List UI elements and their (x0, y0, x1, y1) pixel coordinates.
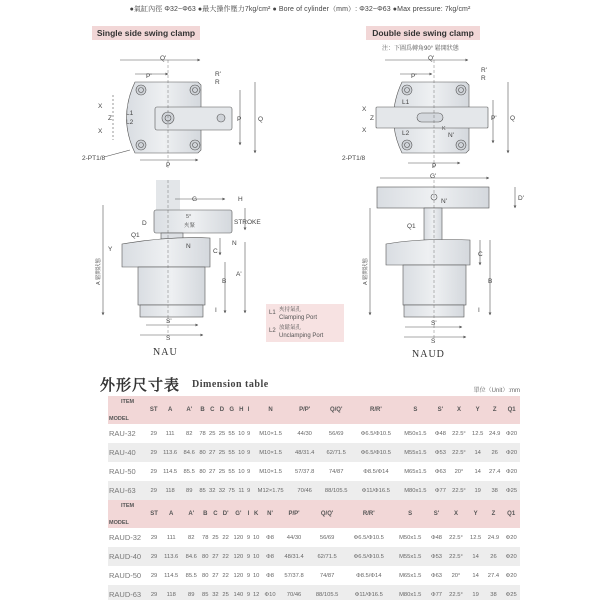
value-cell: 80 (202, 572, 209, 579)
value-cell: Φ53 (430, 553, 443, 560)
value-cell: 32 (212, 591, 219, 598)
table-row (108, 585, 520, 600)
value-cell: M10×1.5 (259, 449, 282, 456)
dim-s-prime: S' (166, 318, 172, 325)
dim-n: N (186, 243, 191, 250)
value-cell: 27 (212, 553, 219, 560)
value-cell: 9 (247, 487, 251, 494)
value-cell: Φ6.5/Φ10.5 (353, 534, 384, 541)
value-cell: Φ6.5/Φ10.5 (353, 553, 384, 560)
value-cell: 38 (490, 591, 497, 598)
dim-x: X (98, 103, 103, 110)
value-cell: 26 (491, 449, 498, 456)
dim-p-bottom: P (166, 162, 171, 169)
value-cell: Φ8 (266, 572, 274, 579)
value-cell: Φ20 (506, 449, 518, 456)
dimension-table-header (100, 374, 520, 394)
column-header: X (456, 407, 461, 413)
value-cell: 111 (165, 430, 175, 437)
single-front-view (103, 180, 245, 335)
dimension-table-raud (108, 500, 520, 600)
dim-q: Q (258, 116, 264, 123)
value-cell: Φ6.5/Φ10.5 (360, 449, 391, 456)
value-cell: 111 (166, 534, 176, 541)
value-cell: 9 (246, 553, 251, 560)
value-cell: 75 (228, 487, 235, 494)
value-cell: 70/46 (286, 591, 302, 598)
table-header-row: ITEM MODEL ST A A' B C D G H I N P/P' Q/Q' R/R' S S' X Y Z Q1 (108, 396, 520, 424)
table-row (108, 443, 520, 462)
value-cell: 56/69 (319, 534, 335, 541)
value-cell: 74/87 (319, 572, 335, 579)
dim-n-prime-d: N' (448, 132, 454, 139)
value-cell: 48/31.4 (294, 449, 315, 456)
table-row (108, 481, 520, 500)
value-cell: 11 (238, 487, 245, 494)
dim-d: D (142, 220, 147, 227)
value-cell: 14 (472, 572, 479, 579)
model-cell: RAUD-50 (109, 571, 142, 580)
value-cell: 88/105.5 (315, 591, 339, 598)
column-header: N (268, 407, 273, 413)
value-cell: 55 (228, 468, 235, 475)
column-header: B (203, 511, 208, 517)
value-cell: 10 (238, 430, 245, 437)
dim-q1: Q1 (131, 232, 140, 239)
value-cell: 113.6 (164, 553, 179, 560)
model-cell: RAUD-63 (109, 590, 142, 599)
unit-label: 單位（Unit）:mm (473, 388, 520, 394)
value-cell: 22.5° (449, 591, 463, 598)
dim-g: G (192, 196, 198, 203)
dim-z-d: Z (370, 115, 374, 122)
column-header: Q/Q' (320, 511, 334, 517)
value-cell: 9 (246, 591, 251, 598)
value-cell: 20° (451, 572, 461, 579)
value-cell: Φ48 (430, 534, 443, 541)
value-cell: 12.5 (469, 534, 482, 541)
dim-i-d: I (478, 307, 480, 314)
stroke-label: STROKE (234, 219, 261, 226)
value-cell: 29 (150, 534, 158, 541)
column-header: I (247, 511, 250, 517)
value-cell: 62/71.5 (317, 553, 337, 560)
dim-b: B (222, 278, 227, 285)
column-header: P/P' (299, 407, 311, 413)
column-header: Q1 (507, 511, 516, 517)
dim-r-prime: R' (215, 71, 221, 78)
value-cell: 10 (252, 553, 260, 560)
value-cell: 14 (472, 553, 479, 560)
value-cell: 38 (491, 487, 498, 494)
dim-s-d: S (431, 338, 436, 345)
value-cell: 24.9 (487, 534, 500, 541)
value-cell: 120 (233, 572, 244, 579)
clamp-label: 夾緊 (184, 223, 196, 229)
column-header: Q/Q' (329, 407, 343, 413)
model-cell: RAU-32 (109, 429, 136, 438)
value-cell: 22.5° (449, 534, 463, 541)
port-legend-l2: L2 放鬆氣孔 Unclamping Port (269, 325, 324, 339)
dim-a-vertical-d: A 鬆開狀態 (363, 258, 369, 285)
model-cell: RAUD-40 (109, 552, 142, 561)
value-cell: 29 (150, 591, 158, 598)
port-l1: L1 (126, 110, 134, 117)
column-header: R/R' (362, 511, 375, 517)
dim-a-prime: A' (236, 271, 242, 278)
table-row (108, 547, 520, 566)
value-cell: 56/69 (328, 430, 344, 437)
column-header: P/P' (288, 511, 300, 517)
value-cell: 22 (222, 553, 229, 560)
dim-g-prime-d: G' (430, 173, 437, 180)
column-header: C (213, 511, 218, 517)
value-cell: Φ8.5/Φ14 (356, 572, 382, 579)
value-cell: 118 (166, 591, 176, 598)
port-spec-d: 2-PT1/8 (342, 155, 366, 162)
single-side-title: Single side swing clamp (92, 26, 200, 40)
value-cell: 12.5 (472, 430, 484, 437)
value-cell: Φ8.5/Φ14 (363, 468, 389, 475)
value-cell: 27.4 (487, 572, 500, 579)
value-cell: 120 (233, 534, 244, 541)
value-cell: 10 (252, 572, 260, 579)
dim-p-bottom-d: P (432, 163, 437, 170)
value-cell: 20° (454, 468, 464, 475)
dim-s-prime-d: S' (431, 320, 437, 327)
value-cell: 29 (150, 553, 158, 560)
value-cell: 25 (218, 468, 226, 475)
value-cell: M50x1.5 (404, 430, 427, 437)
table-row (108, 528, 520, 547)
column-header: A' (188, 511, 195, 517)
value-cell: 80 (199, 449, 206, 456)
value-cell: 62/71.5 (326, 449, 346, 456)
value-cell: 74/87 (328, 468, 344, 475)
value-cell: 55 (228, 449, 235, 456)
value-cell: Φ53 (434, 449, 446, 456)
port-legend (266, 304, 344, 342)
value-cell: 26 (490, 553, 497, 560)
value-cell: M50x1.5 (399, 534, 422, 541)
value-cell: M12×1.75 (257, 487, 284, 494)
value-cell: 48/31.4 (284, 553, 304, 560)
value-cell: Φ20 (506, 430, 518, 437)
dim-q-prime-d: Q' (428, 55, 435, 62)
dim-s: S (166, 335, 171, 342)
spec-line: ●氣缸內徑 Φ32~Φ63 ●最大操作壓力7kg/cm² ● Bore of cylinder（mm）: Φ32~Φ63 ●Max pressure: 7kg/cm² (129, 6, 471, 13)
dim-y: Y (108, 246, 113, 253)
value-cell: 78 (202, 534, 209, 541)
value-cell: 25 (218, 449, 226, 456)
value-cell: M10×1.5 (259, 430, 282, 437)
value-cell: 78 (199, 430, 206, 437)
dim-p-prime: P' (146, 73, 152, 80)
value-cell: 114.5 (164, 572, 179, 579)
value-cell: 14 (474, 449, 481, 456)
value-cell: 27 (212, 572, 219, 579)
value-cell: M80x1.5 (404, 487, 427, 494)
value-cell: 25 (222, 591, 229, 598)
dim-x-d: X (362, 106, 367, 113)
value-cell: 27 (209, 449, 216, 456)
value-cell: 114.5 (163, 468, 178, 475)
value-cell: 19 (474, 487, 481, 494)
column-header: S' (437, 407, 444, 413)
value-cell: 27.4 (489, 468, 501, 475)
value-cell: 9 (247, 430, 251, 437)
value-cell: 70/46 (297, 487, 312, 494)
dim-a-vertical: A 鬆開狀態 (96, 258, 102, 285)
value-cell: Φ77 (434, 487, 446, 494)
value-cell: 140 (233, 591, 244, 598)
dim-r-d: R (481, 75, 486, 82)
dimension-table-title-en: Dimension table (192, 379, 269, 390)
value-cell: 10 (238, 449, 245, 456)
table-row (108, 462, 520, 481)
value-cell: Φ48 (434, 430, 446, 437)
column-header: S' (433, 511, 440, 517)
dim-p: P (237, 116, 242, 123)
value-cell: 24.9 (489, 430, 501, 437)
dim-x-d-2: X (362, 127, 367, 134)
dim-c-d: C (478, 251, 483, 258)
column-header: B (200, 407, 205, 413)
value-cell: Φ11/Φ16.5 (361, 487, 390, 494)
double-side-title: Double side swing clamp (366, 26, 480, 40)
dim-k-d: K (442, 126, 446, 132)
column-header: A (169, 511, 174, 517)
port-l1-d: L1 (402, 99, 410, 106)
value-cell: Φ25 (506, 487, 518, 494)
value-cell: 9 (247, 449, 251, 456)
value-cell: M65x1.5 (399, 572, 422, 579)
model-cell: RAU-40 (109, 448, 136, 457)
dim-r: R (215, 79, 220, 86)
column-header: Q1 (507, 407, 516, 413)
value-cell: 29 (150, 572, 158, 579)
dim-q-d: Q (510, 115, 516, 122)
table-row (108, 424, 520, 443)
column-header: A (167, 407, 173, 413)
value-cell: 44/30 (286, 534, 302, 541)
double-top-view (376, 60, 508, 170)
value-cell: 44/30 (297, 430, 312, 437)
dimension-table-rau (108, 396, 520, 500)
dim-c: C (213, 248, 218, 255)
value-cell: 25 (218, 430, 226, 437)
value-cell: 9 (246, 534, 251, 541)
dim-n-prime-front: N' (441, 198, 447, 205)
value-cell: 22 (222, 572, 229, 579)
value-cell: 22.5° (452, 449, 466, 456)
column-header: D (219, 407, 225, 413)
value-cell: 57/37.8 (284, 572, 304, 579)
value-cell: 10 (252, 534, 260, 541)
value-cell: 25 (212, 534, 219, 541)
dim-p-prime-d: P' (411, 73, 417, 80)
value-cell: 32 (209, 487, 216, 494)
value-cell: 85.5 (185, 572, 197, 579)
value-cell: 29 (150, 430, 157, 437)
dim-i: I (215, 307, 217, 314)
table-row (108, 566, 520, 585)
column-header: C (210, 407, 215, 413)
dim-z: Z (108, 115, 112, 122)
value-cell: Φ63 (434, 468, 446, 475)
dim-n-2: N (232, 240, 237, 247)
value-cell: 29 (150, 449, 157, 456)
value-cell: 84.6 (185, 553, 197, 560)
value-cell: 9 (246, 572, 251, 579)
value-cell: 85.5 (183, 468, 195, 475)
model-cell: RAUD-32 (109, 533, 142, 542)
column-header: A' (186, 407, 193, 413)
model-naud: NAUD (412, 349, 445, 360)
value-cell: 32 (218, 487, 226, 494)
value-cell: 84.6 (183, 449, 195, 456)
value-cell: 89 (185, 487, 193, 494)
column-header: N' (267, 511, 273, 517)
value-cell: 10 (238, 468, 245, 475)
value-cell: M65x1.5 (404, 468, 427, 475)
table-header-row: ITEM MODEL ST A A' B C D' G' I K N' P/P' Q/Q' R/R' S S' X Y Z Q1 (108, 500, 520, 528)
dimension-table-title-cn: 外形尺寸表 (100, 378, 181, 394)
value-cell: 19 (472, 591, 479, 598)
value-cell: 9 (247, 468, 251, 475)
value-cell: M10×1.5 (259, 468, 282, 475)
model-cell: RAU-63 (109, 486, 136, 495)
angle-label: 5° (186, 214, 192, 220)
column-header: ST (149, 407, 158, 413)
column-header: Z (492, 407, 497, 413)
value-cell: 85 (199, 487, 206, 494)
value-cell: Φ63 (430, 572, 443, 579)
value-cell: 22 (222, 534, 229, 541)
column-header: H (239, 407, 244, 413)
value-cell: M55x1.5 (404, 449, 427, 456)
value-cell: Φ20 (505, 534, 517, 541)
column-header: S (408, 511, 413, 517)
model-cell: RAU-50 (109, 467, 136, 476)
column-header: Y (473, 511, 478, 517)
value-cell: 29 (150, 468, 157, 475)
value-cell: Φ6.5/Φ10.5 (360, 430, 391, 437)
column-header: I (247, 407, 250, 413)
value-cell: 120 (233, 553, 244, 560)
value-cell: 118 (165, 487, 175, 494)
port-legend-l1: L1 夾持氣孔 Clamping Port (269, 307, 318, 321)
dim-q-prime: Q' (160, 55, 167, 62)
dim-d-prime-d: D' (518, 195, 524, 202)
value-cell: Φ8 (266, 553, 274, 560)
value-cell: 82 (185, 430, 193, 437)
value-cell: 88/105.5 (324, 487, 348, 494)
column-header: S (413, 407, 418, 413)
double-side-note: 注：下圖爲轉角90° 鬆開狀態 (382, 46, 459, 52)
value-cell: Φ25 (505, 591, 517, 598)
column-header: Z (491, 511, 496, 517)
value-cell: 22.5° (452, 487, 466, 494)
value-cell: 27 (209, 468, 216, 475)
value-cell: 82 (188, 534, 195, 541)
value-cell: M80x1.5 (399, 591, 422, 598)
value-cell: Φ10 (264, 591, 276, 598)
dim-p-prime2-d: P' (491, 115, 497, 122)
value-cell: 80 (199, 468, 206, 475)
value-cell: Φ77 (430, 591, 443, 598)
port-spec: 2-PT1/8 (82, 155, 106, 162)
value-cell: 22.5° (449, 553, 463, 560)
dim-r-prime-d: R' (481, 67, 487, 74)
value-cell: 57/37.8 (294, 468, 315, 475)
value-cell: 29 (150, 487, 157, 494)
value-cell: Φ11/Φ16.5 (354, 591, 383, 598)
port-l2: L2 (126, 119, 134, 126)
value-cell: Φ20 (505, 572, 517, 579)
dim-h: H (238, 196, 243, 203)
value-cell: Φ20 (505, 553, 517, 560)
value-cell: 85 (202, 591, 209, 598)
dim-q1-d: Q1 (407, 223, 416, 230)
value-cell: 25 (209, 430, 216, 437)
port-l2-d: L2 (402, 130, 410, 137)
value-cell: 55 (228, 430, 235, 437)
column-header: G' (235, 511, 242, 517)
column-header: K (254, 511, 259, 517)
value-cell: 12 (252, 591, 260, 598)
value-cell: 14 (474, 468, 481, 475)
column-header: D' (222, 511, 229, 517)
model-nau: NAU (153, 347, 178, 358)
column-header: Y (475, 407, 480, 413)
value-cell: M55x1.5 (399, 553, 422, 560)
column-header: X (453, 511, 458, 517)
column-header: R/R' (370, 407, 382, 413)
column-header: ST (150, 511, 158, 517)
dim-x-2: X (98, 128, 103, 135)
value-cell: Φ8 (266, 534, 274, 541)
value-cell: Φ20 (506, 468, 518, 475)
column-header: G (229, 407, 234, 413)
value-cell: 22.5° (452, 430, 466, 437)
value-cell: 89 (188, 591, 195, 598)
value-cell: 80 (202, 553, 209, 560)
dim-b-d: B (488, 278, 493, 285)
value-cell: 113.6 (163, 449, 178, 456)
